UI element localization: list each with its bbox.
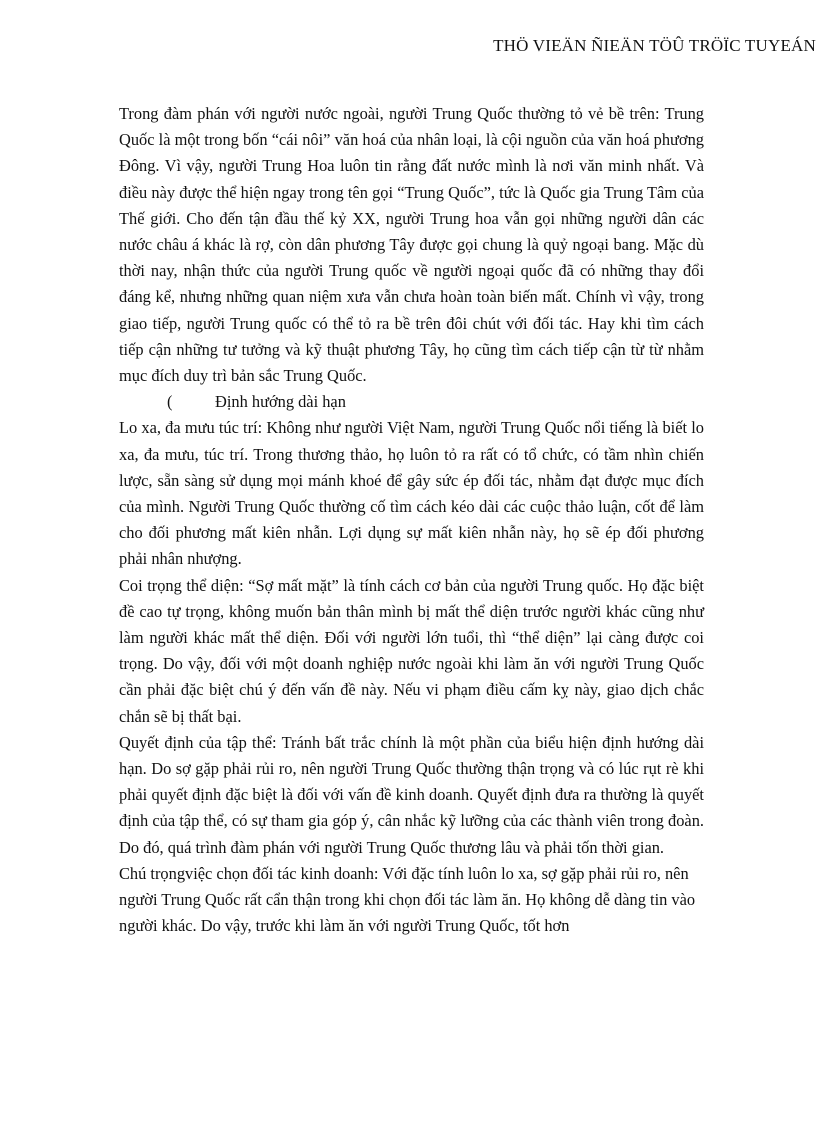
paragraph-superiority: Trong đàm phán với người nước ngoài, người Trung Quốc thường tỏ vẻ bề trên: Trung Quốc là một trong bốn “cái nôi” văn hoá của nhân loại, là cội nguồn của văn hoá phương Đông. Vì vậy, người Trung Hoa luôn tin rằng đất nước mình là nơi văn minh nhất. Và điều này được thể hiện ngay trong tên gọi “Trung Quốc”, tức là Quốc gia Trung Tâm của Thế giới. Cho đến tận đầu thế kỷ XX, người Trung hoa vẫn gọi những người dân các nước châu á khác là rợ, còn dân phương Tây được gọi chung là quỷ ngoại bang. Mặc dù thời nay, nhận thức của người Trung quốc về người ngoại quốc đã có những thay đổi đáng kể, nhưng những quan niệm xưa vẫn chưa hoàn toàn biến mất. Chính vì vậy, trong giao tiếp, người Trung quốc có thể tỏ ra bề trên đôi chút với đối tác. Hay khi tìm cách tiếp cận những tư tưởng và kỹ thuật phương Tây, họ cũng tìm cách tiếp cận từ từ nhằm mục đích duy trì bản sắc Trung Quốc. <box>119 104 704 386</box>
page-header: THÖ VIEÄN ÑIEÄN TÖÛ TRÖÏC TUYEÁN <box>493 36 816 55</box>
heading-title: Định hướng dài hạn <box>215 392 346 412</box>
paragraph-face: Coi trọng thể diện: “Sợ mất mặt” là tính cách cơ bản của người Trung quốc. Họ đặc biệt đề cao tự trọng, không muốn bản thân mình bị mất thể diện trước người khác cũng như làm người khác mất thể diện. Đối với người lớn tuổi, thì “thể diện” lại càng được coi trọng. Do vậy, đối với một doanh nghiệp nước ngoài khi làm ăn với người Trung Quốc cần phải đặc biệt chú ý đến vấn đề này. Nếu vi phạm điều cấm kỵ này, giao dịch chắc chắn sẽ bị thất bại. <box>119 575 704 726</box>
heading-bullet: ( <box>167 392 173 412</box>
section-heading <box>119 389 704 415</box>
paragraph-collective-decision: Quyết định của tập thể: Tránh bất trắc chính là một phần của biểu hiện định hướng dài hạn. Do sợ gặp phải rủi ro, nên người Trung Quốc thường thận trọng và có lúc rụt rè khi phải quyết định đặc biệt là đối với vấn đề kinh doanh. Quyết định đưa ra thường là quyết định của tập thể, có sự tham gia góp ý, cân nhắc kỹ lưỡng của các thành viên trong đoàn. Do đó, quá trình đàm phán với người Trung Quốc thương lâu và phải tốn thời gian. <box>119 732 704 857</box>
paragraph-partner-selection: Chú trọngviệc chọn đối tác kinh doanh: Với đặc tính luôn lo xa, sợ gặp phải rủi ro, nên người Trung Quốc rất cẩn thận trong khi chọn đối tác làm ăn. Họ không dễ dàng tin vào người khác. Do vậy, trước khi làm ăn với người Trung Quốc, tốt hơn <box>119 863 696 936</box>
paragraph-foresight: Lo xa, đa mưu túc trí: Không như người Việt Nam, người Trung Quốc nổi tiếng là biết lo xa, đa mưu, túc trí. Trong thương thảo, họ luôn tỏ ra rất có tổ chức, có tầm nhìn chiến lược, sẵn sàng sử dụng mọi mánh khoé để gây sức ép đối tác, nhằm đạt được mục đích của mình. Người Trung Quốc thường cố tìm cách kéo dài các cuộc thảo luận, cốt để làm cho đối phương mất kiên nhẫn. Lợi dụng sự mất kiên nhẫn này, họ sẽ ép đối phương phải nhân nhượng. <box>119 418 704 569</box>
document-body <box>119 101 704 940</box>
